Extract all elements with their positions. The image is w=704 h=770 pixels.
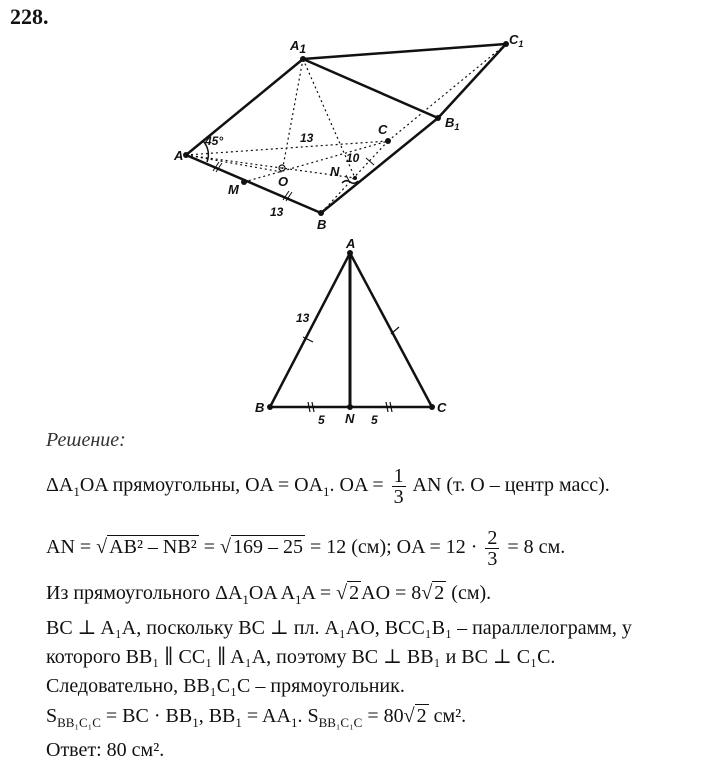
tri-label-n: N	[345, 411, 355, 426]
label-o: O	[278, 174, 289, 189]
label-13-top: 13	[300, 131, 314, 145]
edge-b1-c1	[438, 44, 506, 118]
label-b1: $B_1$	[445, 115, 460, 132]
label-10: 10	[346, 151, 360, 165]
label-c: C	[378, 122, 388, 137]
solution-heading: Решение:	[46, 429, 126, 451]
solution-line-3: Из прямоугольного $\Delta A_1OA$ $A_1A$ = √ 2 AO = 8√ 2 (см).	[46, 582, 492, 607]
edge-a1-b1	[303, 59, 438, 118]
tri-label-b: B	[255, 400, 265, 415]
label-c1: $C_1$	[509, 32, 524, 49]
solution-area-line: $S_{BB_1C_1C}$ = BC · $BB_1$, $BB_1 = AA_1$. $S_{BB_1C_1C} = 80√$ 2 см².	[46, 705, 467, 730]
tri-label-13: 13	[296, 311, 310, 325]
solution-line-1: $\Delta A_1OA$ прямоугольны, OA = $OA_1$. OA = $\frac{1}{3}$ AN (т. O – центр масс).	[46, 465, 610, 508]
label-n: N	[330, 164, 340, 179]
solution-line-2: AN = √ AB² – NB² = √ 169 – 25 = 12 (см); OA = 12 · $\frac{2}{3}$ = 8 см.	[46, 527, 566, 570]
tri-label-a: A	[346, 236, 356, 251]
label-angle: 45°	[205, 134, 224, 148]
tri-label-5-left: 5	[318, 413, 325, 427]
edge-a-b	[186, 155, 321, 213]
label-a: A	[174, 148, 184, 163]
label-b: B	[317, 217, 327, 232]
solution-answer: Ответ: 80 см².	[46, 739, 165, 761]
tri-label-c: C	[437, 400, 447, 415]
tri-label-5-right: 5	[371, 413, 378, 427]
triangle-figure	[270, 253, 432, 412]
solution-paragraph: BC ⊥ A₁A, поскольку BC ⊥ пл. A₁AO, BCC₁B₁ – параллелограмм, у которого BB₁ ∥ CC₁ ∥ A₁A, поэтому BC ⊥ BB₁ и BC ⊥ C₁C. Следовательно, BB₁C₁C – прямоугольник.	[46, 617, 632, 697]
label-13-bottom: 13	[270, 205, 284, 219]
label-m: M	[228, 182, 239, 197]
label-a1: A1	[290, 38, 307, 56]
problem-number: 228.	[10, 4, 49, 29]
edge-a1-c1	[303, 44, 506, 59]
